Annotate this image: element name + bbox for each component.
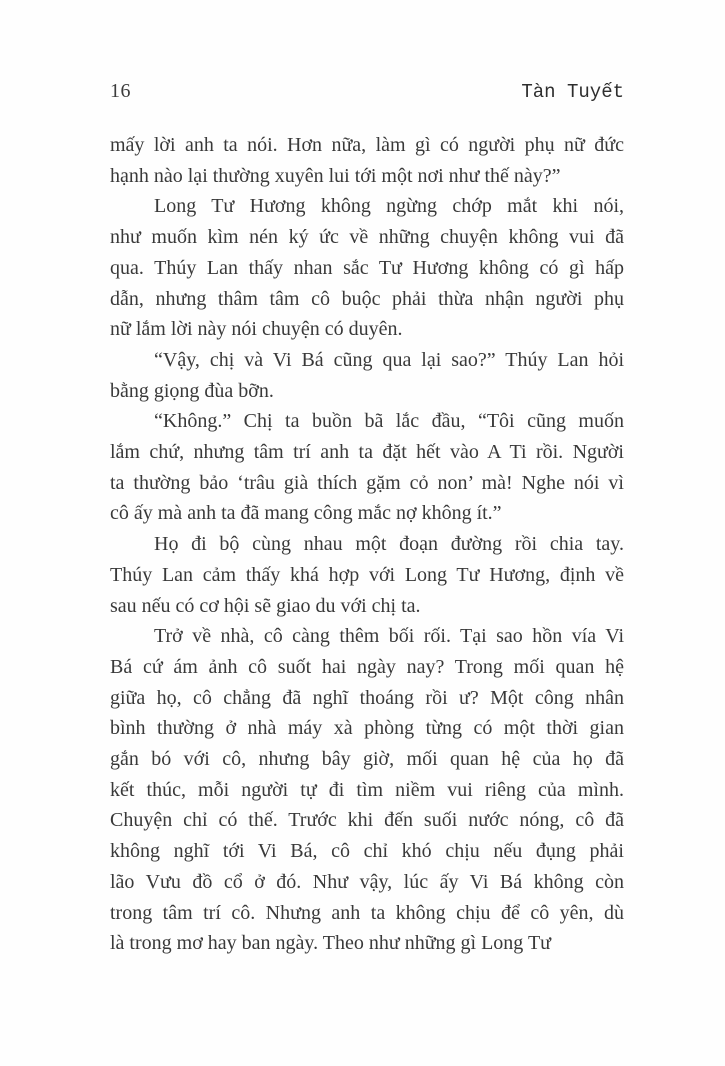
text-line: Chuyện chỉ có thế. Trước khi đến suối nước nóng, cô đã <box>110 809 624 832</box>
text-line: bằng giọng đùa bỡn. <box>110 379 274 402</box>
text-line: Thúy Lan cảm thấy khá hợp với Long Tư Hương, định về <box>110 563 624 586</box>
text-line: Long Tư Hương không ngừng chớp mắt khi nói, <box>154 195 624 218</box>
text-line: lão Vưu đồ cổ ở đó. Như vậy, lúc ấy Vi Bá không còn <box>110 870 624 893</box>
text-line: không nghĩ tới Vi Bá, cô chỉ khó chịu nếu đụng phải <box>110 840 624 863</box>
text-line: như muốn kìm nén ký ức về những chuyện không vui đã <box>110 226 624 249</box>
author-name: Tàn Tuyết <box>521 81 624 103</box>
running-header <box>110 80 624 103</box>
text-line: ta thường bảo ‘trâu già thích gặm cỏ non’ mà! Nghe nói vì <box>110 471 624 494</box>
text-line: sau nếu có cơ hội sẽ giao du với chị ta. <box>110 594 421 617</box>
text-line: cô ấy mà anh ta đã mang công mắc nợ không ít.” <box>110 502 502 525</box>
text-line: hạnh nào lại thường xuyên lui tới một nơi như thế này?” <box>110 164 561 187</box>
paragraph <box>110 191 624 345</box>
page-body <box>110 130 624 959</box>
text-line: gắn bó với cô, nhưng bây giờ, mối quan hệ của họ đã <box>110 748 624 771</box>
text-line: là trong mơ hay ban ngày. Theo như những gì Long Tư <box>110 932 551 955</box>
text-line: Bá cứ ám ảnh cô suốt hai ngày nay? Trong mối quan hệ <box>110 655 624 678</box>
text-line: mấy lời anh ta nói. Hơn nữa, làm gì có người phụ nữ đức <box>110 134 624 156</box>
text-line: Họ đi bộ cùng nhau một đoạn đường rồi chia tay. <box>154 533 624 556</box>
text-line: bình thường ở nhà máy xà phòng từng có một thời gian <box>110 717 624 740</box>
text-line: kết thúc, mỗi người tự đi tìm niềm vui riêng của mình. <box>110 778 624 801</box>
paragraph <box>110 345 624 406</box>
paragraph <box>110 130 624 191</box>
text-line: giữa họ, cô chẳng đã nghĩ thoáng rồi ư? Một công nhân <box>110 686 624 709</box>
paragraph <box>110 406 624 529</box>
page-number: 16 <box>110 80 131 102</box>
text-line: lắm chứ, nhưng tâm trí anh ta đặt hết vào A Ti rồi. Người <box>110 441 624 464</box>
text-line: dẫn, nhưng thâm tâm cô buộc phải thừa nhận người phụ <box>110 287 624 310</box>
text-line: “Không.” Chị ta buồn bã lắc đầu, “Tôi cũng muốn <box>154 410 624 433</box>
text-line: trong tâm trí cô. Nhưng anh ta không chịu để cô yên, dù <box>110 901 624 924</box>
paragraph <box>110 621 624 959</box>
paragraph <box>110 529 624 621</box>
text-line: qua. Thúy Lan thấy nhan sắc Tư Hương không có gì hấp <box>110 256 624 279</box>
text-line: nữ lắm lời này nói chuyện có duyên. <box>110 318 403 341</box>
text-line: “Vậy, chị và Vi Bá cũng qua lại sao?” Thúy Lan hỏi <box>154 348 624 371</box>
text-line: Trở về nhà, cô càng thêm bối rối. Tại sao hồn vía Vi <box>154 625 624 648</box>
